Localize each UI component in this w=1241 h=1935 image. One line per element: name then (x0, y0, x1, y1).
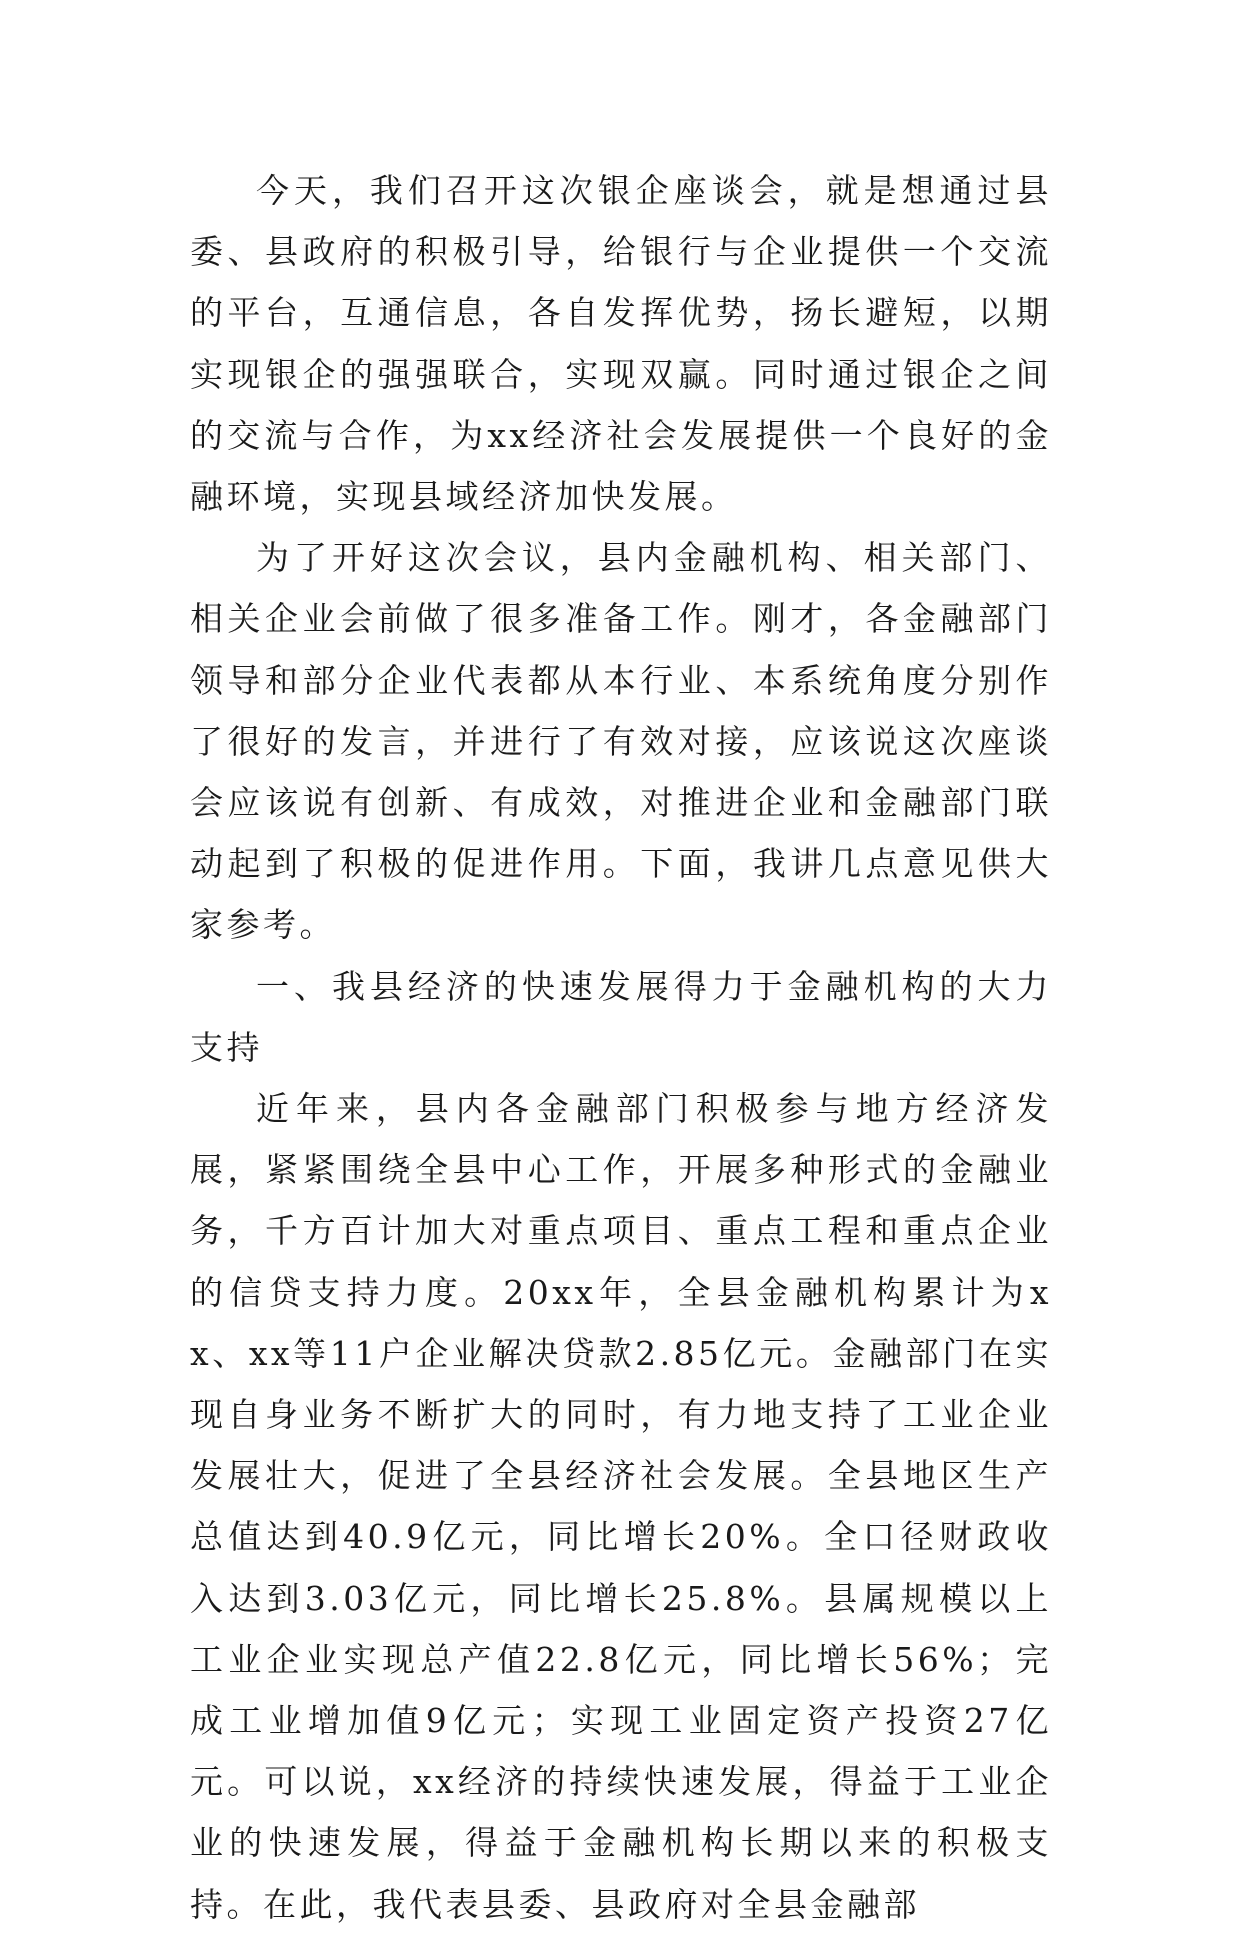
document-body (190, 160, 1052, 1935)
paragraph-economic-development: 近年来，县内各金融部门积极参与地方经济发展，紧紧围绕全县中心工作，开展多种形式的金融业务，千方百计加大对重点项目、重点工程和重点企业的信贷支持力度。20xx年，全县金融机构累计为xx、xx等11户企业解决贷款2.85亿元。金融部门在实现自身业务不断扩大的同时，有力地支持了工业企业发展壮大，促进了全县经济社会发展。全县地区生产总值达到40.9亿元，同比增长20%。全口径财政收入达到3.03亿元，同比增长25.8%。县属规模以上工业企业实现总产值22.8亿元，同比增长56%；完成工业增加值9亿元；实现工业固定资产投资27亿元。可以说，xx经济的持续快速发展，得益于工业企业的快速发展，得益于金融机构长期以来的积极支持。在此，我代表县委、县政府对全县金融部 (190, 1089, 1052, 1924)
paragraph-preparation: 为了开好这次会议，县内金融机构、相关部门、相关企业会前做了很多准备工作。刚才，各金融部门领导和部分企业代表都从本行业、本系统角度分别作了很好的发言，并进行了有效对接，应该说这次座谈会应该说有创新、有成效，对推进企业和金融部门联动起到了积极的促进作用。下面，我讲几点意见供大家参考。 (190, 538, 1052, 945)
section-heading: 一、我县经济的快速发展得力于金融机构的大力支持 (190, 966, 1052, 1067)
paragraph-intro: 今天，我们召开这次银企座谈会，就是想通过县委、县政府的积极引导，给银行与企业提供一个交流的平台，互通信息，各自发挥优势，扬长避短，以期实现银企的强强联合，实现双赢。同时通过银企之间的交流与合作，为xx经济社会发展提供一个良好的金融环境，实现县域经济加快发展。 (190, 171, 1052, 517)
